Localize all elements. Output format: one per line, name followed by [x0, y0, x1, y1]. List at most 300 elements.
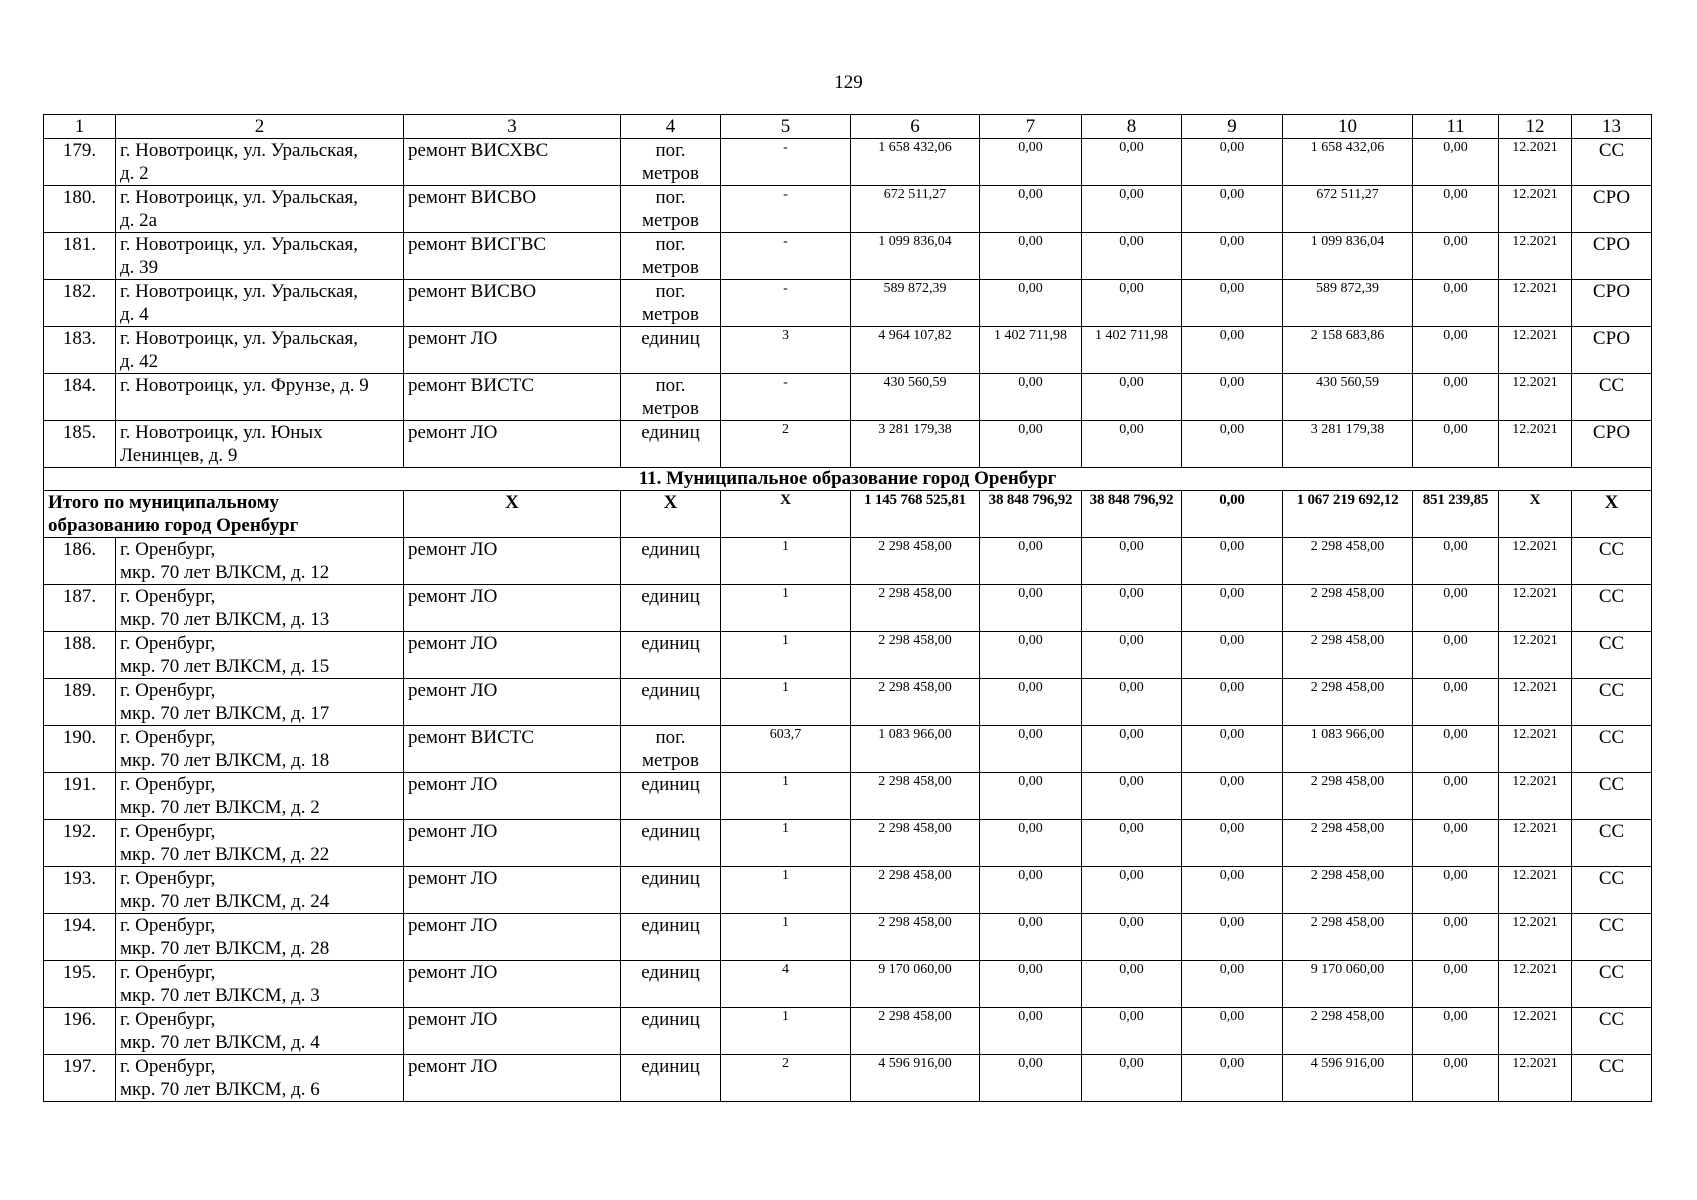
- row-number-cell: [44, 867, 116, 914]
- work-type-cell: [404, 1008, 621, 1055]
- cost-cell-10-text: 1 083 966,00: [1310, 727, 1385, 742]
- cost-cell-8: [1082, 679, 1182, 726]
- cost-cell-7: [980, 374, 1082, 421]
- total-cost-cell: [851, 1008, 980, 1055]
- cost-cell-8-text: 0,00: [1119, 539, 1144, 554]
- work-type-cell-text: ремонт ЛО: [408, 633, 498, 654]
- cost-cell-8: [1082, 1008, 1182, 1055]
- column-header: 9: [1182, 115, 1283, 139]
- unit-line-1: пог.: [655, 187, 686, 208]
- completion-date-cell: [1499, 1055, 1572, 1102]
- quantity-cell: [721, 421, 851, 468]
- cost-cell-9-text: 0,00: [1219, 375, 1245, 390]
- cost-cell-9: [1182, 538, 1283, 585]
- total-cell: 38 848 796,92: [980, 491, 1082, 538]
- table-row: [44, 139, 1652, 186]
- unit-line-1: единиц: [641, 868, 700, 889]
- cost-cell-8-text: 0,00: [1119, 422, 1144, 437]
- funding-code-cell-text: СС: [1598, 680, 1625, 701]
- quantity-cell-text: 1: [782, 586, 789, 601]
- completion-date-cell-text: 12.2021: [1512, 234, 1558, 249]
- cost-cell-8-text: 0,00: [1119, 633, 1144, 648]
- table-row: [44, 374, 1652, 421]
- address-cell: [116, 961, 404, 1008]
- row-number-cell: [44, 914, 116, 961]
- row-number-cell-text: 191.: [62, 774, 97, 795]
- unit-cell: [621, 186, 721, 233]
- address-line-2: мкр. 70 лет ВЛКСМ, д. 18: [120, 750, 330, 771]
- cost-cell-10: [1283, 374, 1413, 421]
- cost-cell-7-text: 0,00: [1018, 962, 1043, 977]
- address-line-1: г. Оренбург,: [120, 586, 216, 607]
- row-number-cell-text: 197.: [62, 1056, 97, 1077]
- address-cell: [116, 773, 404, 820]
- funding-code-cell-text: СС: [1598, 962, 1625, 983]
- address-line-2: мкр. 70 лет ВЛКСМ, д. 22: [120, 844, 330, 865]
- cost-cell-7: [980, 726, 1082, 773]
- cost-cell-9-text: 0,00: [1219, 281, 1245, 296]
- cost-cell-7: [980, 327, 1082, 374]
- row-number-cell-text: 179.: [62, 140, 97, 161]
- cost-cell-8-text: 0,00: [1119, 234, 1144, 249]
- completion-date-cell-text: 12.2021: [1512, 680, 1558, 695]
- funding-code-cell-text: СС: [1598, 821, 1625, 842]
- cost-cell-10: [1283, 1055, 1413, 1102]
- cost-cell-9: [1182, 679, 1283, 726]
- cost-cell-8-text: 0,00: [1119, 1056, 1144, 1071]
- address-line-2: д. 4: [120, 304, 149, 325]
- total-cost-cell: [851, 1055, 980, 1102]
- address-cell: [116, 374, 404, 421]
- cost-cell-8-text: 0,00: [1119, 868, 1144, 883]
- cost-cell-7: [980, 961, 1082, 1008]
- cost-cell-9-text: 0,00: [1219, 1009, 1245, 1024]
- funding-code-cell: [1572, 327, 1652, 374]
- address-cell: [116, 632, 404, 679]
- total-cost-cell: [851, 679, 980, 726]
- cost-cell-10: [1283, 1008, 1413, 1055]
- address-line-2: мкр. 70 лет ВЛКСМ, д. 24: [120, 891, 330, 912]
- completion-date-cell: [1499, 374, 1572, 421]
- quantity-cell-text: -: [783, 281, 788, 296]
- cost-cell-10: [1283, 139, 1413, 186]
- column-header: 12: [1499, 115, 1572, 139]
- funding-code-cell: [1572, 139, 1652, 186]
- quantity-cell-text: -: [783, 375, 788, 390]
- cost-cell-7: [980, 186, 1082, 233]
- cost-cell-10: [1283, 679, 1413, 726]
- table-row: [44, 773, 1652, 820]
- work-type-cell-text: ремонт ВИСТС: [408, 727, 535, 748]
- completion-date-cell: [1499, 1008, 1572, 1055]
- address-line-2: мкр. 70 лет ВЛКСМ, д. 28: [120, 938, 330, 959]
- cost-cell-7: [980, 632, 1082, 679]
- row-number-cell-text: 185.: [62, 422, 97, 443]
- completion-date-cell-text: 12.2021: [1512, 1009, 1558, 1024]
- work-type-cell: [404, 280, 621, 327]
- cost-cell-8: [1082, 280, 1182, 327]
- address-cell: [116, 726, 404, 773]
- cost-cell-8-text: 0,00: [1119, 727, 1144, 742]
- quantity-cell: [721, 773, 851, 820]
- cost-cell-11: [1413, 867, 1499, 914]
- row-number-cell-text: 180.: [62, 187, 97, 208]
- cost-cell-11: [1413, 327, 1499, 374]
- work-type-cell: [404, 679, 621, 726]
- work-type-cell-text: ремонт ВИСГВС: [408, 234, 547, 255]
- cost-cell-7: [980, 585, 1082, 632]
- row-number-cell: [44, 374, 116, 421]
- funding-code-cell-text: СС: [1598, 375, 1625, 396]
- table-row: [44, 585, 1652, 632]
- work-type-cell: [404, 726, 621, 773]
- table-row: [44, 914, 1652, 961]
- cost-cell-11: [1413, 233, 1499, 280]
- quantity-cell-text: -: [783, 140, 788, 155]
- address-cell: [116, 585, 404, 632]
- cost-cell-10-text: 1 658 432,06: [1310, 140, 1385, 155]
- completion-date-cell: [1499, 233, 1572, 280]
- cost-cell-9: [1182, 421, 1283, 468]
- unit-line-1: пог.: [655, 375, 686, 396]
- cost-cell-9-text: 0,00: [1219, 539, 1245, 554]
- total-cell: Х: [1499, 491, 1572, 538]
- cost-cell-11: [1413, 1008, 1499, 1055]
- total-cost-cell: [851, 280, 980, 327]
- quantity-cell-text: 2: [782, 422, 789, 437]
- work-type-cell: [404, 327, 621, 374]
- address-cell: [116, 280, 404, 327]
- address-line-1: г. Оренбург,: [120, 962, 216, 983]
- row-number-cell: [44, 421, 116, 468]
- funding-code-cell-text: СС: [1598, 586, 1625, 607]
- cost-cell-9: [1182, 139, 1283, 186]
- table-row: [44, 867, 1652, 914]
- cost-cell-10-text: 589 872,39: [1316, 281, 1379, 296]
- funding-code-cell: [1572, 726, 1652, 773]
- cost-cell-11: [1413, 726, 1499, 773]
- address-cell: [116, 914, 404, 961]
- cost-cell-8: [1082, 914, 1182, 961]
- table-row: [44, 421, 1652, 468]
- quantity-cell: [721, 867, 851, 914]
- address-cell: [116, 186, 404, 233]
- cost-cell-11: [1413, 374, 1499, 421]
- total-cost-cell: [851, 914, 980, 961]
- table-row: [44, 820, 1652, 867]
- work-type-cell-text: ремонт ВИСВО: [408, 187, 537, 208]
- cost-cell-10: [1283, 726, 1413, 773]
- cost-cell-7-text: 0,00: [1018, 680, 1043, 695]
- quantity-cell: [721, 820, 851, 867]
- cost-cell-8-text: 0,00: [1119, 821, 1144, 836]
- work-type-cell: [404, 186, 621, 233]
- cost-cell-9: [1182, 914, 1283, 961]
- total-cell: 38 848 796,92: [1082, 491, 1182, 538]
- table-row: [44, 233, 1652, 280]
- work-type-cell-text: ремонт ВИСВО: [408, 281, 537, 302]
- address-line-1: г. Оренбург,: [120, 680, 216, 701]
- cost-cell-11-text: 0,00: [1443, 633, 1468, 648]
- funding-code-cell: [1572, 820, 1652, 867]
- unit-cell: [621, 233, 721, 280]
- unit-line-1: единиц: [641, 328, 700, 349]
- cost-cell-7-text: 0,00: [1018, 539, 1043, 554]
- address-line-2: мкр. 70 лет ВЛКСМ, д. 3: [120, 985, 320, 1006]
- cost-cell-11-text: 0,00: [1443, 1056, 1468, 1071]
- table-row: [44, 1055, 1652, 1102]
- cost-cell-8: [1082, 820, 1182, 867]
- cost-cell-8: [1082, 374, 1182, 421]
- address-line-1: г. Новотроицк, ул. Уральская,: [120, 187, 359, 208]
- quantity-cell-text: 3: [782, 328, 789, 343]
- cost-cell-9-text: 0,00: [1219, 680, 1245, 695]
- cost-cell-7: [980, 679, 1082, 726]
- funding-code-cell-text: СС: [1598, 1009, 1625, 1030]
- quantity-cell-text: -: [783, 234, 788, 249]
- total-cost-cell-text: 1 658 432,06: [878, 140, 952, 155]
- cost-cell-7-text: 0,00: [1018, 633, 1043, 648]
- column-header: 1: [44, 115, 116, 139]
- cost-cell-7-text: 0,00: [1018, 727, 1043, 742]
- cost-cell-7: [980, 280, 1082, 327]
- cost-cell-7-text: 0,00: [1018, 1056, 1043, 1071]
- quantity-cell-text: 4: [782, 962, 789, 977]
- quantity-cell-text: 1: [782, 774, 789, 789]
- cost-cell-10-text: 672 511,27: [1316, 187, 1379, 202]
- row-number-cell: [44, 632, 116, 679]
- cost-cell-8-text: 0,00: [1119, 375, 1144, 390]
- cost-cell-9-text: 0,00: [1219, 140, 1245, 155]
- total-cell: Х: [721, 491, 851, 538]
- table-row: [44, 280, 1652, 327]
- cost-cell-11-text: 0,00: [1443, 727, 1468, 742]
- total-cost-cell: [851, 538, 980, 585]
- cost-cell-11: [1413, 820, 1499, 867]
- cost-cell-10: [1283, 632, 1413, 679]
- unit-line-1: пог.: [655, 234, 686, 255]
- address-line-2: Ленинцев, д. 9: [120, 445, 238, 466]
- address-cell: [116, 820, 404, 867]
- row-number-cell-text: 189.: [62, 680, 97, 701]
- work-type-cell: [404, 585, 621, 632]
- unit-cell: [621, 1055, 721, 1102]
- cost-cell-11: [1413, 679, 1499, 726]
- total-cost-cell-text: 2 298 458,00: [878, 1009, 952, 1024]
- work-type-cell-text: ремонт ЛО: [408, 539, 498, 560]
- total-cost-cell: [851, 374, 980, 421]
- cost-cell-7-text: 0,00: [1018, 868, 1043, 883]
- funding-code-cell: [1572, 585, 1652, 632]
- cost-cell-7: [980, 914, 1082, 961]
- cost-cell-8: [1082, 233, 1182, 280]
- cost-cell-8: [1082, 867, 1182, 914]
- unit-line-2: метров: [642, 304, 699, 325]
- work-type-cell: [404, 773, 621, 820]
- address-line-1: г. Оренбург,: [120, 1056, 216, 1077]
- cost-cell-9-text: 0,00: [1219, 774, 1245, 789]
- address-line-1: г. Оренбург,: [120, 821, 216, 842]
- total-label-line-1: Итого по муниципальному: [48, 492, 280, 513]
- address-line-1: г. Новотроицк, ул. Юных: [120, 422, 323, 443]
- address-line-1: г. Новотроицк, ул. Уральская,: [120, 234, 359, 255]
- cost-cell-9: [1182, 867, 1283, 914]
- cost-cell-11: [1413, 585, 1499, 632]
- cost-cell-7-text: 0,00: [1018, 774, 1043, 789]
- unit-cell: [621, 632, 721, 679]
- row-number-cell: [44, 1008, 116, 1055]
- unit-line-1: единиц: [641, 915, 700, 936]
- completion-date-cell: [1499, 280, 1572, 327]
- unit-cell: [621, 139, 721, 186]
- cost-cell-10: [1283, 773, 1413, 820]
- funding-code-cell: [1572, 186, 1652, 233]
- quantity-cell: [721, 374, 851, 421]
- cost-cell-8: [1082, 421, 1182, 468]
- completion-date-cell-text: 12.2021: [1512, 727, 1558, 742]
- cost-cell-11: [1413, 632, 1499, 679]
- unit-line-2: метров: [642, 750, 699, 771]
- address-line-1: г. Оренбург,: [120, 774, 216, 795]
- cost-cell-10-text: 2 298 458,00: [1310, 821, 1385, 836]
- row-number-cell-text: 187.: [62, 586, 97, 607]
- total-cost-cell-text: 2 298 458,00: [878, 586, 952, 601]
- quantity-cell: [721, 1008, 851, 1055]
- funding-code-cell: [1572, 867, 1652, 914]
- unit-line-1: пог.: [655, 281, 686, 302]
- completion-date-cell-text: 12.2021: [1512, 774, 1558, 789]
- cost-cell-7-text: 0,00: [1018, 140, 1043, 155]
- total-cost-cell-text: 2 298 458,00: [878, 774, 952, 789]
- completion-date-cell-text: 12.2021: [1512, 140, 1558, 155]
- total-cost-cell-text: 4 596 916,00: [878, 1056, 952, 1071]
- address-line-2: д. 2а: [120, 210, 158, 231]
- funding-code-cell-text: СС: [1598, 727, 1625, 748]
- work-type-cell-text: ремонт ЛО: [408, 821, 498, 842]
- quantity-cell: [721, 726, 851, 773]
- cost-cell-8: [1082, 773, 1182, 820]
- address-line-1: г. Оренбург,: [120, 539, 216, 560]
- total-cost-cell-text: 430 560,59: [883, 375, 947, 390]
- cost-cell-11: [1413, 914, 1499, 961]
- cost-cell-7: [980, 1055, 1082, 1102]
- work-type-cell-text: ремонт ЛО: [408, 962, 498, 983]
- cost-cell-11: [1413, 1055, 1499, 1102]
- cost-cell-7-text: 0,00: [1018, 375, 1043, 390]
- completion-date-cell-text: 12.2021: [1512, 187, 1558, 202]
- completion-date-cell-text: 12.2021: [1512, 422, 1558, 437]
- table-row: [44, 327, 1652, 374]
- cost-cell-7-text: 0,00: [1018, 281, 1043, 296]
- address-line-2: д. 39: [120, 257, 159, 278]
- cost-cell-11-text: 0,00: [1443, 680, 1468, 695]
- work-type-cell: [404, 820, 621, 867]
- cost-cell-10: [1283, 961, 1413, 1008]
- row-number-cell: [44, 538, 116, 585]
- work-type-cell: [404, 139, 621, 186]
- row-number-cell-text: 182.: [62, 281, 97, 302]
- completion-date-cell-text: 12.2021: [1512, 328, 1558, 343]
- address-line-1: г. Новотроицк, ул. Уральская,: [120, 140, 359, 161]
- unit-cell: [621, 914, 721, 961]
- total-cost-cell: [851, 632, 980, 679]
- cost-cell-10-text: 2 298 458,00: [1310, 868, 1385, 883]
- completion-date-cell: [1499, 585, 1572, 632]
- table-row: [44, 1008, 1652, 1055]
- row-number-cell: [44, 820, 116, 867]
- cost-cell-11-text: 0,00: [1443, 187, 1468, 202]
- unit-cell: [621, 679, 721, 726]
- cost-cell-11-text: 0,00: [1443, 281, 1468, 296]
- quantity-cell-text: 1: [782, 915, 789, 930]
- unit-cell: [621, 327, 721, 374]
- funding-code-cell-text: СРО: [1592, 234, 1631, 255]
- total-cost-cell-text: 2 298 458,00: [878, 868, 952, 883]
- total-cost-cell-text: 2 298 458,00: [878, 680, 952, 695]
- cost-cell-9: [1182, 1055, 1283, 1102]
- cost-cell-10-text: 2 298 458,00: [1310, 774, 1385, 789]
- row-number-cell: [44, 139, 116, 186]
- cost-cell-9-text: 0,00: [1219, 328, 1245, 343]
- quantity-cell-text: 1: [782, 680, 789, 695]
- cost-cell-9-text: 0,00: [1219, 962, 1245, 977]
- cost-cell-8-text: 0,00: [1119, 1009, 1144, 1024]
- row-number-cell-text: 196.: [62, 1009, 97, 1030]
- funding-code-cell: [1572, 679, 1652, 726]
- cost-cell-8-text: 0,00: [1119, 915, 1144, 930]
- work-type-cell-text: ремонт ВИСХВС: [408, 140, 549, 161]
- cost-cell-8-text: 0,00: [1119, 774, 1144, 789]
- cost-cell-11-text: 0,00: [1443, 375, 1468, 390]
- address-line-1: г. Новотроицк, ул. Фрунзе, д. 9: [120, 375, 369, 396]
- work-type-cell: [404, 632, 621, 679]
- row-number-cell: [44, 585, 116, 632]
- cost-cell-8-text: 1 402 711,98: [1095, 328, 1168, 343]
- unit-line-2: метров: [642, 398, 699, 419]
- total-cost-cell: [851, 327, 980, 374]
- unit-cell: [621, 585, 721, 632]
- unit-cell: [621, 867, 721, 914]
- address-line-2: д. 42: [120, 351, 159, 372]
- total-cost-cell-text: 589 872,39: [883, 281, 947, 296]
- unit-cell: [621, 374, 721, 421]
- completion-date-cell: [1499, 961, 1572, 1008]
- column-header: 11: [1413, 115, 1499, 139]
- funding-code-cell-text: СРО: [1592, 328, 1631, 349]
- cost-cell-10-text: 1 099 836,04: [1310, 234, 1385, 249]
- cost-cell-10-text: 9 170 060,00: [1310, 962, 1385, 977]
- quantity-cell-text: 1: [782, 633, 789, 648]
- cost-cell-9: [1182, 280, 1283, 327]
- cost-cell-9-text: 0,00: [1219, 633, 1245, 648]
- unit-cell: [621, 538, 721, 585]
- total-cell: Х: [404, 491, 621, 538]
- completion-date-cell: [1499, 867, 1572, 914]
- completion-date-cell: [1499, 139, 1572, 186]
- cost-cell-11-text: 0,00: [1443, 586, 1468, 601]
- quantity-cell-text: 603,7: [769, 727, 802, 742]
- unit-cell: [621, 961, 721, 1008]
- funding-code-cell-text: СС: [1598, 774, 1625, 795]
- funding-code-cell-text: СРО: [1592, 422, 1631, 443]
- work-type-cell-text: ремонт ВИСТС: [408, 375, 535, 396]
- unit-line-1: пог.: [655, 140, 686, 161]
- address-line-1: г. Оренбург,: [120, 868, 216, 889]
- cost-cell-11-text: 0,00: [1443, 140, 1468, 155]
- address-line-1: г. Новотроицк, ул. Уральская,: [120, 281, 359, 302]
- table-row: [44, 538, 1652, 585]
- row-number-cell: [44, 233, 116, 280]
